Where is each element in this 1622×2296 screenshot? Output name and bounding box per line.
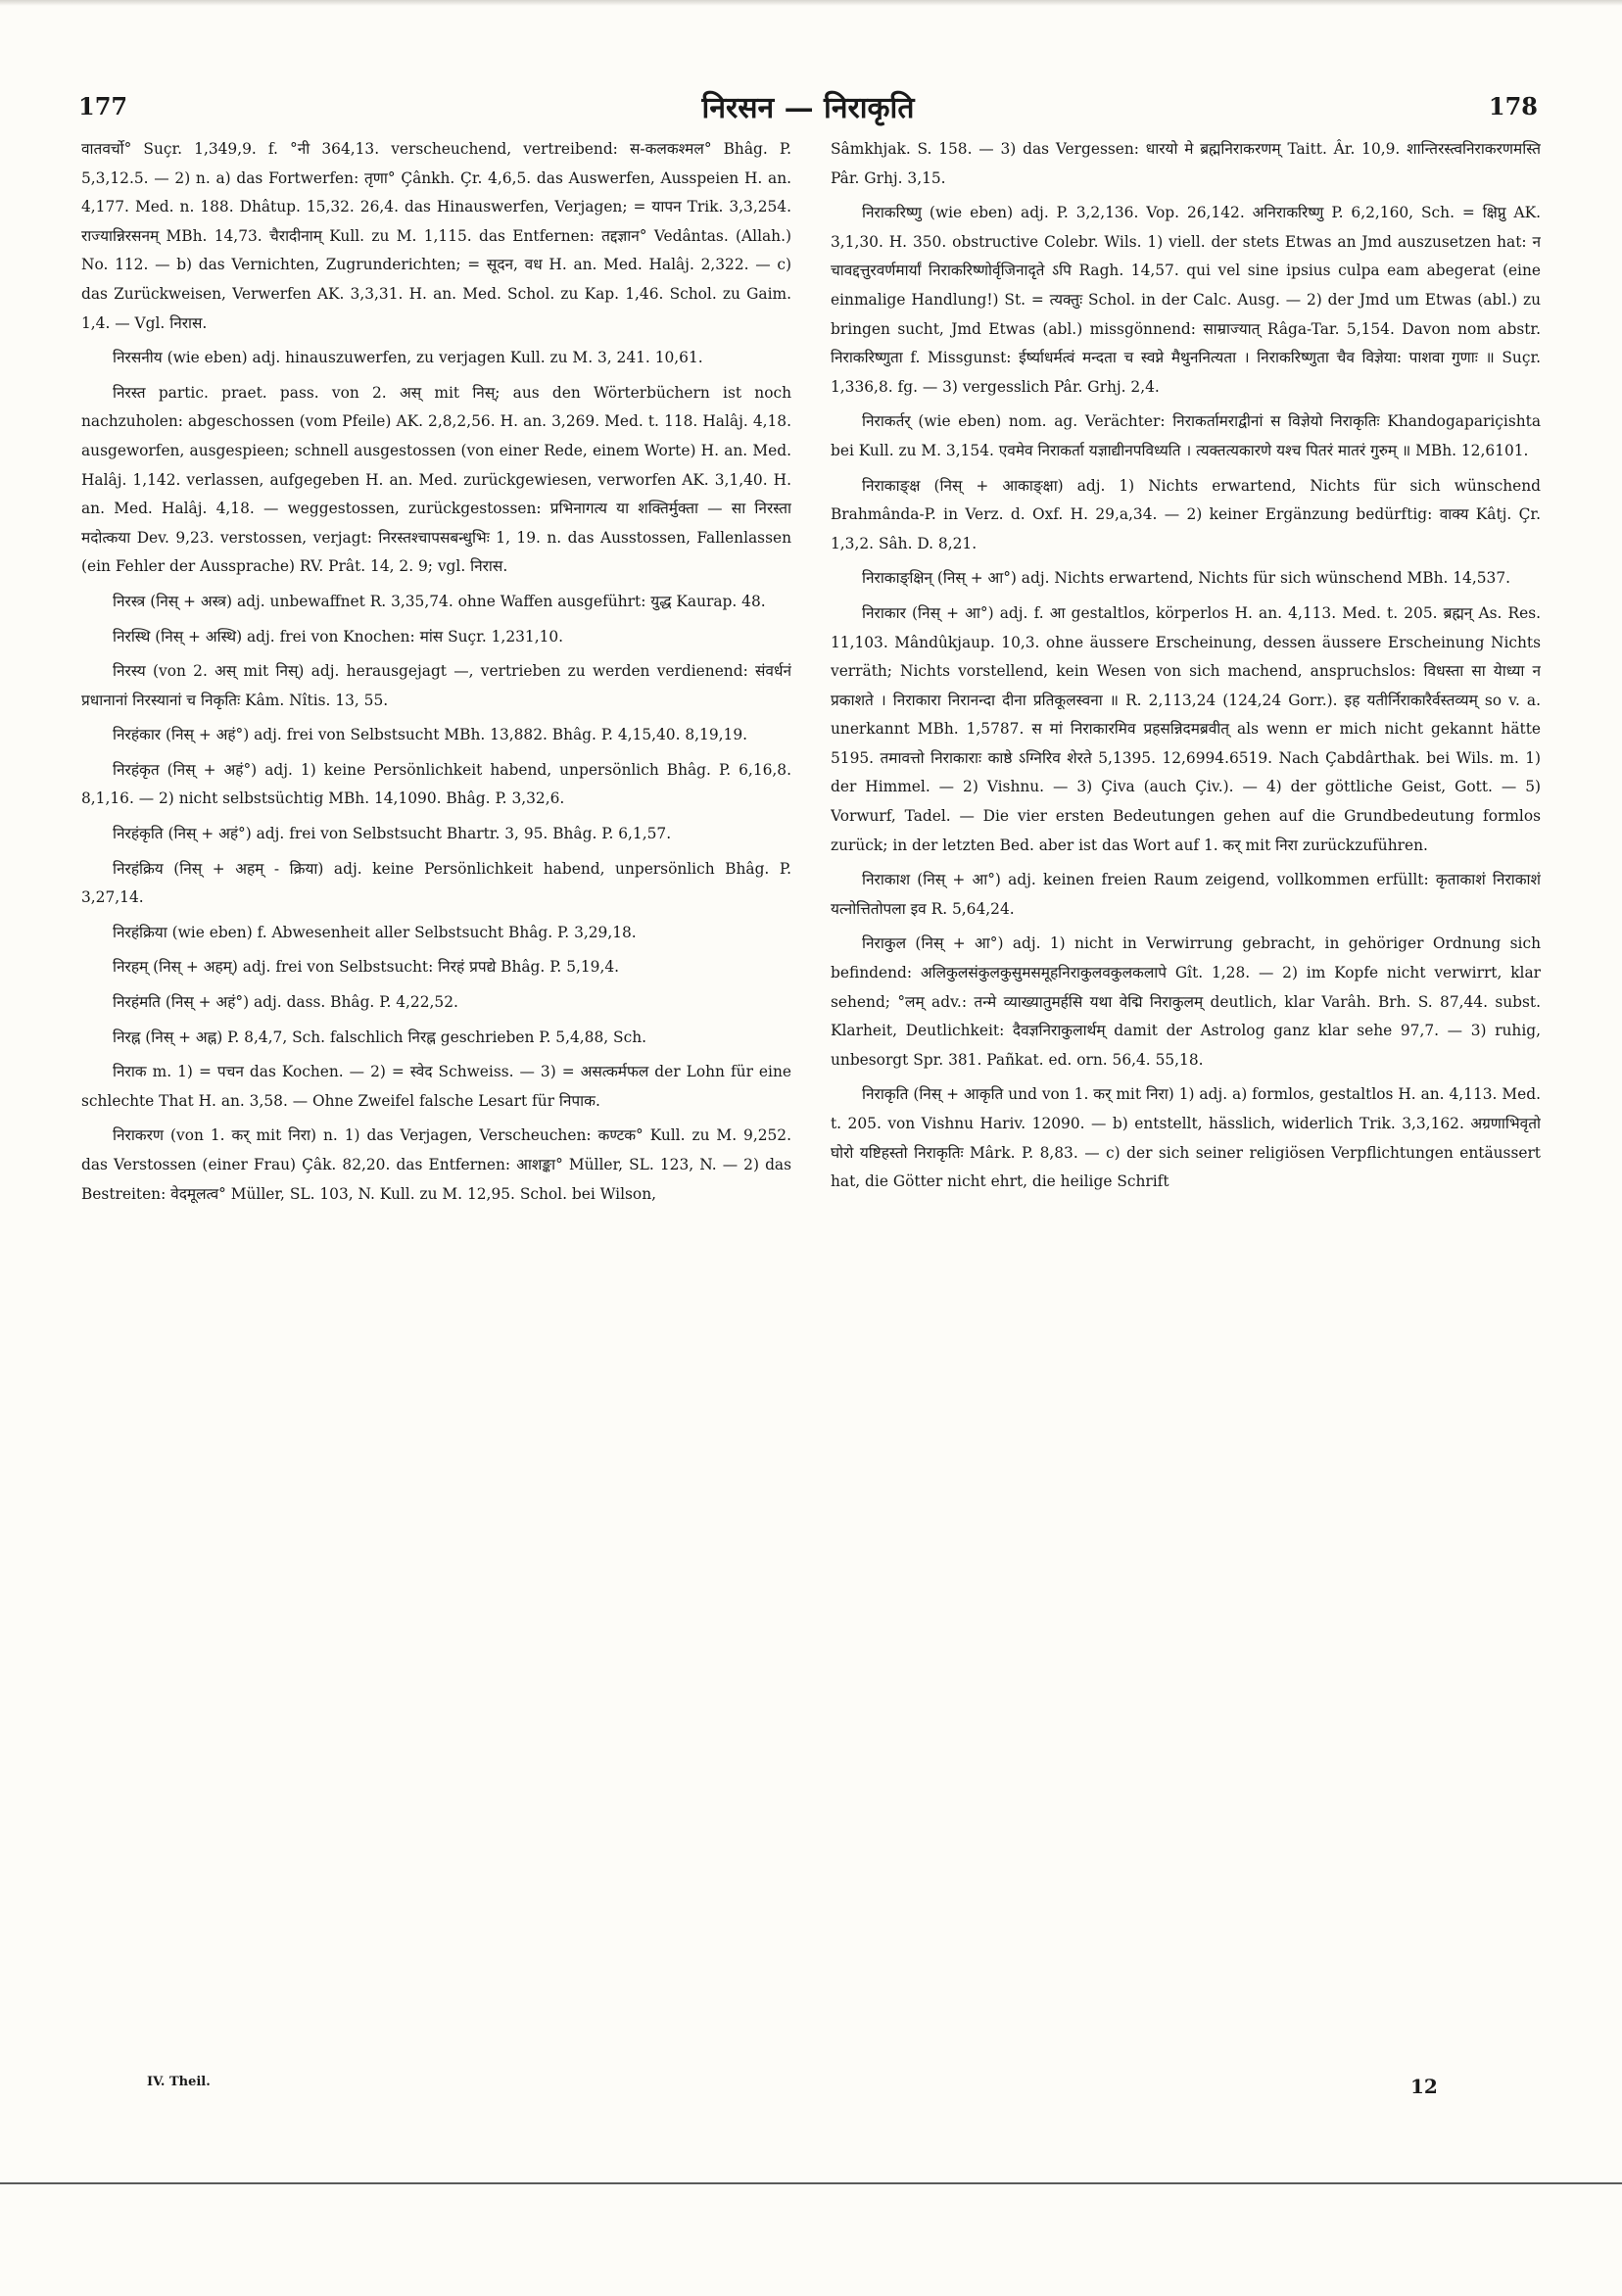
page-number-left: 177 (78, 92, 128, 120)
dictionary-entry: निराकार (निस् + आ°) adj. f. आ gestaltlos, körperlos H. an. 4,113. Med. t. 205. ब्रह्मन् As. Res. 11,103. Mândûkjaup. 10,3. ohne äussere Erscheinung, dessen äussere Erscheinung Nichts verräth; Nichts vorstellend, kein Wesen von sich machend, anspruchslos: विधस्ता सा येाध्या न प्रकाशते । निराकारा निरानन्दा दीना प्रतिकूलस्वना ॥ R. 2,113,24 (124,24 Gorr.). इह यतीर्निराकारैर्वस्तव्यम् so v. a. unerkannt MBh. 1,5787. स मां निराकारमिव प्रहसन्निदमब्रवीत् als wenn er mich nicht gekannt hätte 5195. तमावत्तो निराकाराः काष्ठे ऽग्निरिव शेरते 5,1395. 12,6994.6519. Nach Çabdârthak. bei Wils. m. 1) der Himmel. — 2) Vishnu. — 3) Çiva (auch Çiv.). — 4) der göttliche Geist, Gott. — 5) Vorwurf, Tadel. — Die vier ersten Bedeutungen gehen auf die Grundbedeutung formlos zurück; in der letzten Bed. aber ist das Wort auf 1. कर् mit निरा zurückzuführen. (831, 603, 1541, 854)
dictionary-entry: निराकाङ्क्षिन् (निस् + आ°) adj. Nichts erwartend, Nichts für sich wünschend MBh. 14,537. (862, 569, 1511, 588)
dictionary-entry: निरहंकृत (निस् + अहं°) adj. 1) keine Persönlichkeit habend, unpersönlich Bhâg. P. 6,16,8. 8,1,16. — 2) nicht selbstsüchtig MBh. 14,1090. Bhâg. P. 3,32,6. (81, 760, 791, 808)
dictionary-entry: वातवर्चो° Suçr. 1,349,9. f. °नी 364,13. verscheuchend, vertreibend: स-कलकश्मल° Bhâg. P. 5,3,12.5. — 2) n. a) das Fortwerfen: तृणा° Çânkh. Çr. 4,6,5. das Auswerfen, Ausspeien H. an. 4,177. Med. n. 188. Dhâtup. 15,32. 26,4. das Hinauswerfen, Verjagen; = यापन Trik. 3,3,254. राज्यान्निरसनम् MBh. 14,73. चैरादीनाम् Kull. zu M. 1,115. das Entfernen: तद्दज्ञान° Vedântas. (Allah.) No. 112. — b) das Vernichten, Zugrunderichten; = सूदन, वध H. an. Med. Halâj. 2,322. — c) das Zurückweisen, Verwerfen AK. 3,3,31. H. an. Med. Schol. zu Kap. 1,46. Schol. zu Gaim. 1,4. — Vgl. निरास. (81, 140, 791, 332)
dictionary-entry: निरह्न (निस् + अह्न) P. 8,4,7, Sch. falschlich निरह्न geschrieben P. 5,4,88, Sch. (113, 1028, 647, 1046)
right-column (831, 135, 1541, 2104)
volume-signature: IV. Theil. (147, 2075, 211, 2089)
dictionary-entry: निराकुल (निस् + आ°) adj. 1) nicht in Verwirrung gebracht, in gehöriger Ordnung sich befindend: अलिकुलसंकुलकुसुमसमूहनिराकुलवकुलकलापे Gît. 1,28. — 2) im Kopfe nicht verwirrt, klar sehend; °लम् adv.: तन्मे व्याख्यातुमर्हसि यथा वेद्मि निराकुलम् deutlich, klar Varâh. Brh. S. 87,44. subst. Klarheit, Deutlichkeit: दैवज्ञनिराकुलार्थम् damit der Astrolog ganz klar sehe 97,7. — 3) ruhig, unbesorgt Spr. 381. Pañkat. ed. orn. 56,4. 55,18. (831, 934, 1541, 1069)
dictionary-entry: निरहंकार (निस् + अहं°) adj. frei von Selbstsucht MBh. 13,882. Bhâg. P. 4,15,40. 8,19,19. (113, 726, 748, 744)
dictionary-entry: निरहंकृति (निस् + अहं°) adj. frei von Selbstsucht Bhartr. 3, 95. Bhâg. P. 6,1,57. (113, 825, 672, 843)
left-column (81, 135, 791, 2104)
dictionary-entry: निराकृति (निस् + आकृति und von 1. कर् mit निरा) 1) adj. a) formlos, gestaltlos H. an. 4,113. Med. t. 205. von Vishnu Hariv. 12090. — b) entstellt, hässlich, widerlich Trik. 3,3,162. अग्रणाभिवृतो घोरो यष्टिहस्तो निराकृतिः Mârk. P. 8,83. — c) der sich seiner religiösen Verpflichtungen entäussert hat, die Götter nicht ehrt, die heilige Schrift (831, 1085, 1541, 1191)
dictionary-entry: निराकरिष्णु (wie eben) adj. P. 3,2,136. Vop. 26,142. अनिराकरिष्णु P. 6,2,160, Sch. = क्षिप्नु AK. 3,1,30. H. 350. obstructive Colebr. Wils. 1) viell. der stets Etwas an Jmd auszusetzen hat: न चावद्दत्तुरवर्णमार्यां निराकरिष्णोर्वृजिनादृते ऽपि Ragh. 14,57. qui vel sine ipsius culpa eam abegerat (eine einmalige Handlung!) St. = त्यक्तुः Schol. in der Calc. Ausg. — 2) der Jmd um Etwas (abl.) zu bringen sucht, Jmd Etwas (abl.) missgönnend: साम्राज्यात् Râga-Tar. 5,154. Davon nom abstr. निराकरिष्णुता f. Missgunst: ईर्ष्याधर्मत्वं मन्दता च स्वप्ने मैथुननित्यता । निराकरिष्णुता चैव विज्ञेया: पाशवा गुणाः ॥ Suçr. 1,336,8. fg. — 3) vergesslich Pâr. Grhj. 2,4. (831, 204, 1541, 396)
running-title: निरसन — निराकृति (701, 91, 915, 125)
dictionary-entry: निरस्य (von 2. अस् mit निस्) adj. herausgejagt —, vertrieben zu werden verdienend: संवर्धनं प्रधानानां निरस्यानां च निकृतिः Kâm. Nîtis. 13, 55. (81, 662, 791, 709)
dictionary-entry: निराकाङ्क्ष (निस् + आकाङ्क्षा) adj. 1) Nichts erwartend, Nichts für sich wünschend Brahmânda-P. in Verz. d. Oxf. H. 29,a,34. — 2) keiner Ergänzung bedürftig: वाक्य Kâtj. Çr. 1,3,2. Sâh. D. 8,21. (831, 476, 1541, 552)
bottom-rule (0, 2182, 1622, 2184)
dictionary-entry: निरहंक्रिय (निस् + अहम् - क्रिया) adj. keine Persönlichkeit habend, unpersönlich Bhâg. P. 3,27,14. (81, 859, 791, 907)
dictionary-entry: निरहंक्रिया (wie eben) f. Abwesenheit aller Selbstsucht Bhâg. P. 3,29,18. (113, 923, 637, 941)
dictionary-entry: निरस्थि (निस् + अस्थि) adj. frei von Knochen: मांस Suçr. 1,231,10. (113, 627, 564, 646)
page-number-right: 178 (1488, 92, 1538, 120)
dictionary-entry: Sâmkhjak. S. 158. — 3) das Vergessen: धारयो मे ब्रह्मनिराकरणम् Taitt. Âr. 10,9. शान्तिरस्त्वनिराकरणमस्ति Pâr. Grhj. 3,15. (831, 140, 1541, 187)
dictionary-entry: निरस्त्र (निस् + अस्त्र) adj. unbewaffnet R. 3,35,74. ohne Waffen ausgeführt: युद्ध Kaurap. 48. (113, 592, 766, 610)
dictionary-entry: निरहंमति (निस् + अहं°) adj. dass. Bhâg. P. 4,22,52. (113, 993, 458, 1012)
dictionary-entry: निराकर्तर् (wie eben) nom. ag. Verächter: निराकर्तामराद्वीनां स विज्ञेयो निराकृतिः Khandogapariçishta bei Kull. zu M. 3,154. एवमेव निराकर्ता यज्ञाद्यीनपविध्यति । त्यक्तत्यकारणे यश्च पितरं मातरं गुरुम् ॥ MBh. 12,6101. (831, 412, 1541, 459)
dictionary-entry: निरहम् (निस् + अहम्) adj. frei von Selbstsucht: निरहं प्रपद्ये Bhâg. P. 5,19,4. (113, 958, 620, 977)
dictionary-entry: निराकाश (निस् + आ°) adj. keinen freien Raum zeigend, vollkommen erfüllt: कृताकाशं निराकाशं यत्नोत्तितोपला इव R. 5,64,24. (831, 871, 1541, 918)
dictionary-entry: निरस्त partic. praet. pass. von 2. अस् mit निस्; aus den Wörterbüchern ist noch nachzuholen: abgeschossen (vom Pfeile) AK. 2,8,2,56. H. an. 3,269. Med. t. 118. Halâj. 4,18. ausgeworfen, ausgespieen; schnell ausgestossen (von einer Rede, einem Worte) H. an. Med. Halâj. 1,142. verlassen, aufgegeben H. an. Med. zurückgewiesen, verworfen AK. 3,1,40. H. an. Med. Halâj. 4,18. — weggestossen, zurückgestossen: प्रभिनागत्य या शक्तिर्मुक्ता — सा निरस्ता मदोत्कया Dev. 9,23. verstossen, verjagt: निरस्तश्चापसबन्धुभिः 1, 19. n. das Ausstossen, Fallenlassen (ein Fehler der Aussprache) RV. Prât. 14, 2. 9; vgl. निरास. (81, 383, 791, 576)
dictionary-entry: निराक m. 1) = पचन das Kochen. — 2) = स्वेद Schweiss. — 3) = असत्कर्मफल der Lohn für eine schlechte That H. an. 3,58. — Ohne Zweifel falsche Lesart für निपाक. (81, 1063, 791, 1110)
page-header (78, 86, 1538, 129)
sheet-number: 12 (1410, 2075, 1438, 2098)
dictionary-entry: निराकरण (von 1. कर् mit निरा) n. 1) das Verjagen, Verscheuchen: कण्टक° Kull. zu M. 9,252. das Verstossen (einer Frau) Çâk. 82,20. das Entfernen: आशङ्का° Müller, SL. 123, N. — 2) das Bestreiten: वेदमूलत्व° Müller, SL. 103, N. Kull. zu M. 12,95. Schol. bei Wilson, (81, 1126, 791, 1203)
dictionary-entry: निरसनीय (wie eben) adj. hinauszuwerfen, zu verjagen Kull. zu M. 3, 241. 10,61. (113, 349, 703, 367)
scan-top-edge (0, 0, 1622, 6)
